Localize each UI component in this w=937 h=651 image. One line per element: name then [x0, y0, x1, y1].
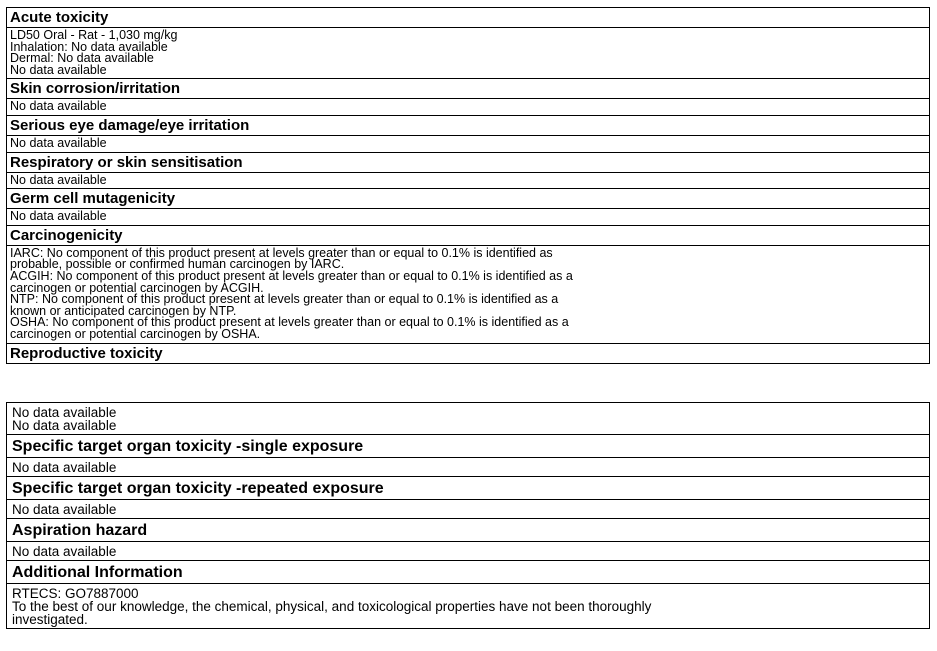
sensitisation-body	[7, 173, 929, 190]
skin-corrosion-heading: Skin corrosion/irritation	[7, 79, 929, 99]
additional-information-line: To the best of our knowledge, the chemical, physical, and toxicological properties have not been thoroughly	[12, 599, 652, 614]
carcinogenicity-heading: Carcinogenicity	[7, 226, 929, 246]
stot-repeated-line: No data available	[12, 502, 117, 517]
reproductive-toxicity-line: No data available	[12, 418, 117, 433]
acute-toxicity-body	[7, 28, 929, 79]
eye-damage-line: No data available	[10, 135, 107, 150]
mutagenicity-body	[7, 209, 929, 226]
acute-toxicity-heading: Acute toxicity	[7, 8, 929, 28]
stot-repeated-heading: Specific target organ toxicity -repeated exposure	[7, 477, 929, 500]
acute-toxicity-line: No data available	[10, 62, 107, 77]
aspiration-body	[7, 542, 929, 561]
stot-single-line: No data available	[12, 460, 117, 475]
additional-information-body	[7, 584, 929, 628]
carcinogenicity-body	[7, 246, 929, 344]
carcinogenicity-line: known or anticipated carcinogen by NTP.	[10, 303, 237, 318]
mutagenicity-line: No data available	[10, 209, 107, 224]
reproductive-toxicity-body	[7, 403, 929, 435]
eye-damage-body	[7, 136, 929, 153]
acute-toxicity-line: Inhalation: No data available	[10, 39, 168, 54]
skin-corrosion-line: No data available	[10, 99, 107, 114]
eye-damage-heading: Serious eye damage/eye irritation	[7, 116, 929, 136]
acute-toxicity-line: LD50 Oral - Rat - 1,030 mg/kg	[10, 28, 178, 42]
additional-information-line: investigated.	[12, 612, 88, 627]
carcinogenicity-line: NTP: No component of this product present at levels greater than or equal to 0.1% is identified as a	[10, 292, 559, 307]
aspiration-heading: Aspiration hazard	[7, 519, 929, 542]
reproductive-toxicity-line: No data available	[12, 405, 117, 420]
additional-information-heading: Additional Information	[7, 561, 929, 584]
stot-single-body	[7, 458, 929, 477]
carcinogenicity-line: IARC: No component of this product present at levels greater than or equal to 0.1% is identified as	[10, 245, 553, 260]
mutagenicity-heading: Germ cell mutagenicity	[7, 189, 929, 209]
reproductive-toxicity-heading: Reproductive toxicity	[10, 344, 163, 362]
carcinogenicity-line: carcinogen or potential carcinogen by ACGIH.	[10, 280, 264, 295]
aspiration-line: No data available	[12, 544, 117, 559]
acute-toxicity-line: Dermal: No data available	[10, 51, 154, 66]
skin-corrosion-body	[7, 99, 929, 116]
sensitisation-line: No data available	[10, 172, 107, 187]
toxicology-table-upper	[6, 7, 930, 364]
carcinogenicity-line: probable, possible or confirmed human carcinogen by IARC.	[10, 257, 345, 272]
stot-repeated-body	[7, 500, 929, 519]
toxicology-table-lower	[6, 402, 930, 629]
sensitisation-heading: Respiratory or skin sensitisation	[7, 153, 929, 173]
stot-single-heading: Specific target organ toxicity -single exposure	[7, 435, 929, 458]
additional-information-line: RTECS: GO7887000	[12, 586, 139, 601]
carcinogenicity-line: carcinogen or potential carcinogen by OSHA.	[10, 326, 261, 341]
carcinogenicity-line: ACGIH: No component of this product present at levels greater than or equal to 0.1% is identified as a	[10, 268, 573, 283]
carcinogenicity-line: OSHA: No component of this product present at levels greater than or equal to 0.1% is identified as a	[10, 315, 569, 330]
